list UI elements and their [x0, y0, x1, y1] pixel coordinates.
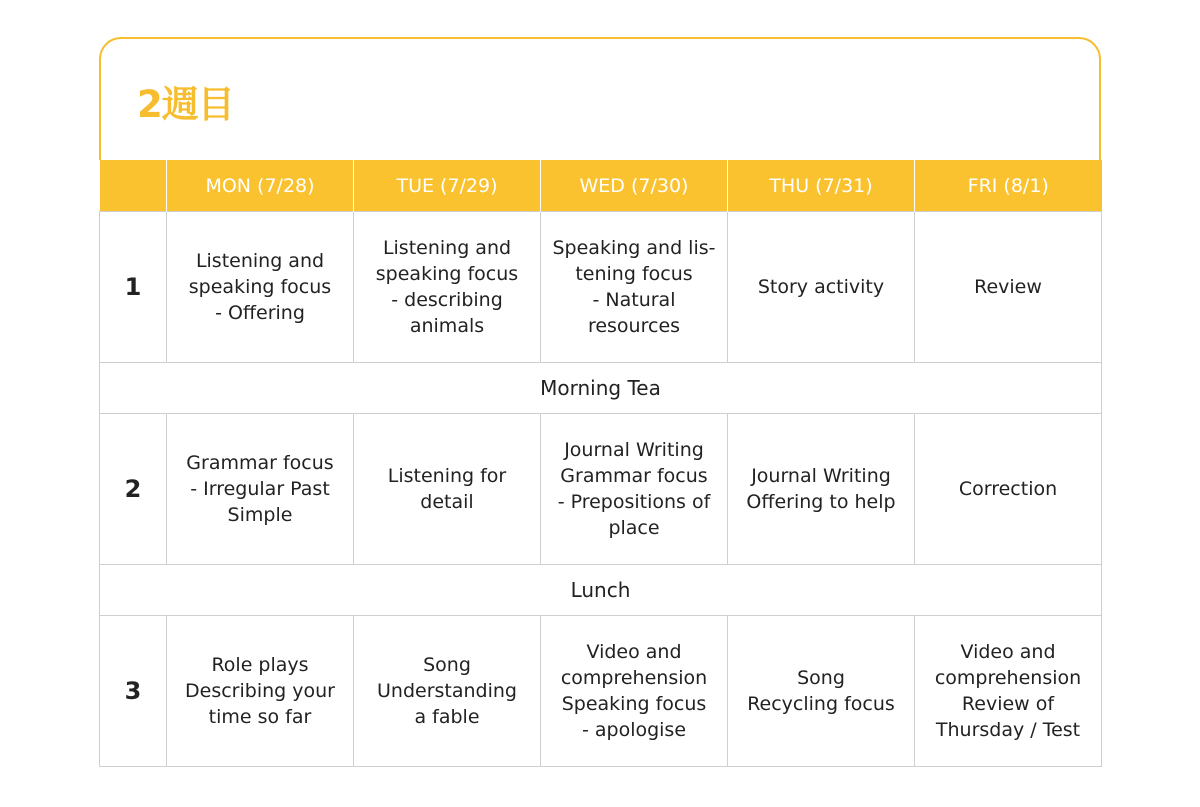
cell-line: Grammar focus: [560, 465, 708, 487]
schedule-table: [99, 160, 1102, 767]
period-number: 3: [100, 616, 167, 767]
session-row-1: [100, 212, 1102, 363]
cell-line: place: [608, 517, 660, 539]
session-row-2: [100, 414, 1102, 565]
session-cell: [354, 616, 541, 767]
cell-line: Listening and: [195, 250, 325, 272]
session-cell: [915, 414, 1102, 565]
header-day-tue: TUE (7/29): [354, 160, 541, 212]
cell-line: - Natural: [592, 289, 676, 311]
cell-line: Journal Writing: [564, 439, 704, 461]
break-row-morning-tea: [100, 363, 1102, 414]
cell-line: Speaking and lis-: [552, 237, 716, 259]
cell-line: Listening for: [387, 465, 507, 487]
schedule-card: [99, 37, 1101, 769]
period-number: 2: [100, 414, 167, 565]
cell-line: - Prepositions of: [557, 491, 711, 513]
cell-line: Offering to help: [746, 491, 896, 513]
cell-line: - describing: [391, 289, 503, 311]
cell-line: Song: [797, 667, 845, 689]
session-cell: [915, 212, 1102, 363]
session-cell: [167, 616, 354, 767]
header-day-mon: MON (7/28): [167, 160, 354, 212]
week-title: 2週目: [137, 83, 234, 126]
cell-line: comprehension: [560, 667, 708, 689]
cell-line: speaking focus: [188, 276, 332, 298]
cell-line: Thursday / Test: [935, 719, 1081, 741]
cell-line: Song: [423, 654, 471, 676]
session-cell: [541, 414, 728, 565]
header-day-thu: THU (7/31): [728, 160, 915, 212]
cell-line: Review of: [961, 693, 1055, 715]
cell-line: tening focus: [575, 263, 693, 285]
break-row-lunch: [100, 565, 1102, 616]
cell-line: animals: [409, 315, 485, 337]
session-row-3: [100, 616, 1102, 767]
cell-line: Journal Writing: [751, 465, 891, 487]
break-label: Lunch: [100, 565, 1102, 616]
cell-line: resources: [587, 315, 681, 337]
session-cell: [167, 414, 354, 565]
cell-line: time so far: [208, 706, 312, 728]
session-cell: [541, 212, 728, 363]
cell-line: Simple: [227, 504, 293, 526]
session-cell: [915, 616, 1102, 767]
session-cell: [728, 616, 915, 767]
header-day-fri: FRI (8/1): [915, 160, 1102, 212]
session-cell: [728, 414, 915, 565]
cell-line: Grammar focus: [186, 452, 334, 474]
break-label: Morning Tea: [100, 363, 1102, 414]
cell-line: Describing your: [185, 680, 335, 702]
cell-line: Listening and: [382, 237, 512, 259]
cell-line: Speaking focus: [561, 693, 707, 715]
cell-line: comprehension: [934, 667, 1082, 689]
cell-line: detail: [420, 491, 474, 513]
cell-line: - Irregular Past: [190, 478, 330, 500]
cell-line: Understanding: [377, 680, 517, 702]
cell-line: Recycling focus: [747, 693, 895, 715]
cell-line: - apologise: [581, 719, 687, 741]
session-cell: [541, 616, 728, 767]
cell-line: Correction: [958, 478, 1058, 500]
header-row: [100, 160, 1102, 212]
cell-line: Story activity: [757, 276, 885, 298]
session-cell: [728, 212, 915, 363]
header-period-cell: [100, 160, 167, 212]
cell-line: a fable: [414, 706, 480, 728]
title-box: [99, 37, 1101, 160]
cell-line: Video and: [586, 641, 682, 663]
session-cell: [167, 212, 354, 363]
cell-line: Video and: [960, 641, 1056, 663]
cell-line: Role plays: [211, 654, 309, 676]
header-day-wed: WED (7/30): [541, 160, 728, 212]
cell-line: speaking focus: [375, 263, 519, 285]
cell-line: - Offering: [215, 302, 305, 324]
period-number: 1: [100, 212, 167, 363]
session-cell: [354, 212, 541, 363]
session-cell: [354, 414, 541, 565]
cell-line: Review: [974, 276, 1042, 298]
